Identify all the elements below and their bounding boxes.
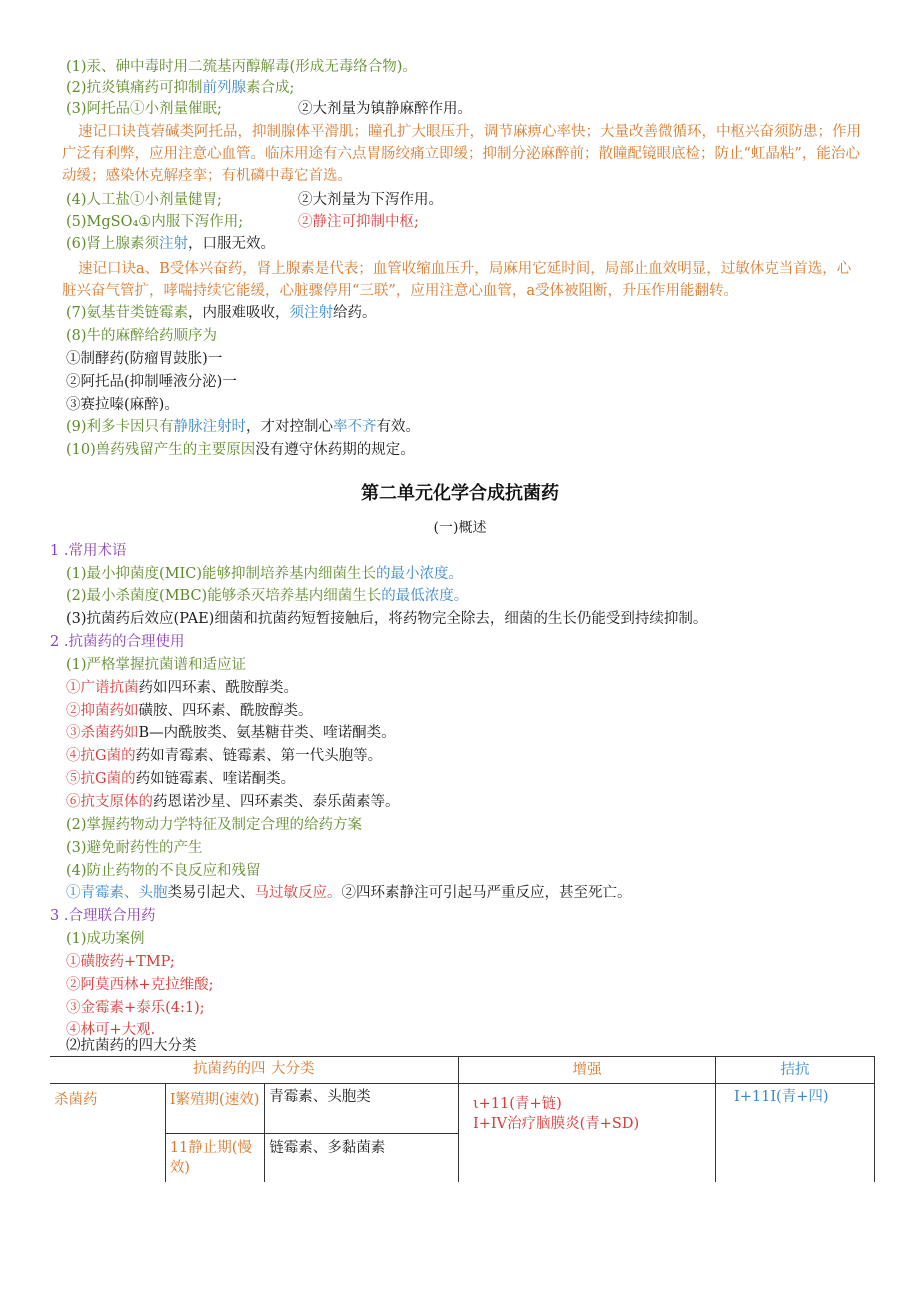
text: 青霉素、头胞类 [269,1089,371,1105]
highlight-iv: 静脉注射时 [173,419,247,435]
mnemonic-atropine: 速记口诀莨菪碱类阿托品，抑制腺体平滑肌；瞳孔扩大眼压升，调节麻痹心率快；大量改善微循环，中枢兴奋须防患；作用广泛有利弊，应用注意心血管。临床用途有六点胃肠绞痛立即缓；抑制分泌麻醉前；散瞳配镜眼底检；防止“虹晶粘”，能治心动缓；感染休克解痉挛；有机磷中毒它首选。 [62,124,861,184]
header-antagonize [716,1057,875,1084]
line-cattle-step1: ①制酵药(防瘤胃鼓胀)一 [66,351,223,367]
line-usage-3: (3)避免耐药性的产生 [66,840,203,856]
line-cattle-anesthesia: (8)牛的麻醉给药顺序为 [66,328,218,344]
text: (10)兽药残留产生的主要原因 [66,442,256,458]
line-class-6 [66,792,400,812]
text: 抗菌药的四 [193,1061,266,1077]
text: ②大剂量为镇静麻醉作用。 [298,101,472,117]
highlight: ①青霉素、头胞 [66,885,168,901]
line-mgso4 [66,212,419,232]
text: I+IV治疗脑膜炎(青+SD) [473,1116,640,1132]
text: I+11I(青+四) [734,1089,829,1105]
label: ⑥抗支原体的 [66,794,153,810]
text: ，内服难吸收， [188,305,290,321]
cell-drugs-2 [265,1134,459,1182]
line-mic [66,564,463,584]
text: (2)最小杀菌度(MBC)能够杀灭培养基内细菌生长 [66,588,382,604]
line-combo-1: (1)成功案例 [66,931,145,947]
cell-phase-2 [165,1134,264,1182]
header-class [50,1057,459,1084]
row-bactericide [50,1084,165,1182]
text: 链霉素、多黏菌素 [269,1140,386,1156]
text: (4)人工盐①小剂量健胃; [66,192,222,208]
highlight: 马过敏反应。 [254,885,342,901]
highlight-injection: 须注射 [289,305,334,321]
text: 药如四环素、酰胺醇类。 [138,680,298,696]
text: (5)MgSO₄①内服下泻作用; [66,214,244,230]
highlight-injection: 注射 [159,236,189,252]
line-nsaid [66,78,294,98]
text: (3)阿托品①小剂量催眠; [66,101,222,117]
header-enhance [459,1057,716,1084]
unit-title: 第二单元化学合成抗菌药 [361,483,559,504]
mnemonic-adrenaline: 速记口诀a、B受体兴奋药，肾上腺素是代表；血管收缩血压升，局麻用它延时间，局部止血效明显，过敏休克当首选，心脏兴奋气管扩，哮喘持续它能缓，心脏骤停用“三联”，应用注意心血管，a受体被阻断，升压作用能翻转。 [62,261,852,299]
text: 药如链霉素、喹诺酮类。 [135,771,296,787]
cell-enhance [459,1084,716,1182]
line-pae: (3)抗菌药后效应(PAE)细菌和抗菌药短暂接触后，将药物完全除去，细菌的生长仍能受到持续抑制。 [66,611,708,627]
line-aminoglycoside [66,303,377,323]
line-residue [66,440,415,460]
text: (1)最小抑菌度(MIC)能够抑制培养基内细菌生长 [66,566,377,582]
label: ⑤抗G菌的 [66,771,136,787]
highlight-prostaglandin: 前列腺 [202,80,247,96]
line-example-2: ②阿莫西林+克拉维酸; [66,977,214,993]
text: 没有遵守休药期的规定。 [255,442,415,458]
text: 拮抗 [780,1062,810,1078]
line-example-4: ④林可+大观. [66,1022,156,1038]
line-class-1 [66,678,298,698]
line-example-3: ③金霉素+泰乐(4:1); [66,1000,205,1016]
cell-antagonize [716,1084,875,1182]
line-adrenaline [66,234,275,254]
heading-usage: 2 .抗菌药的合理使用 [50,634,185,650]
label: ③杀菌药如 [66,725,139,741]
line-usage-1: (1)严格掌握抗菌谱和适应证 [66,657,247,673]
text: ②四环素静注可引起马严重反应，甚至死亡。 [341,885,632,901]
text: 增强 [572,1062,602,1078]
heading-terms: 1 .常用术语 [50,543,127,559]
text: (6)肾上腺素须 [66,236,160,252]
line-class-2 [66,701,313,721]
text: 磺胺、四环素、酰胺醇类。 [138,703,313,719]
text: 药如青霉素、链霉素、第一代头胞等。 [135,748,383,764]
label: ②抑菌药如 [66,703,139,719]
heading-combo: 3 .合理联合用药 [50,908,156,924]
line-mbc [66,586,468,606]
cell-drugs-1 [265,1084,459,1134]
line-atropine [66,99,472,119]
text: 药恩诺沙星、四环素类、泰乐菌素等。 [153,794,400,810]
line-reaction [66,883,632,903]
line-class-5 [66,769,295,789]
line-usage-2: (2)掌握药物动力学特征及制定合理的给药方案 [66,817,363,833]
line-class-4 [66,746,382,766]
label: ④抗G菌的 [66,748,136,764]
text: (7)氨基苷类链霉素 [66,305,189,321]
text: 素合成; [246,80,295,96]
line-lidocaine [66,417,420,437]
text: (9)利多卡因只有 [66,419,174,435]
text: 11静止期(慢效) [169,1140,252,1176]
highlight: 的最低浓度。 [381,588,469,604]
line-usage-4: (4)防止药物的不良反应和残留 [66,863,261,879]
line-class-3 [66,723,396,743]
cell-phase-1 [165,1084,264,1134]
highlight-arrhythmia: 率不齐 [333,419,377,435]
line-cattle-step2: ②阿托品(抑制唾液分泌)一 [66,374,237,390]
line-combo-2: ⑵抗菌药的四大分类 [66,1038,197,1054]
text: ，口服无效。 [188,236,276,252]
text: 给药。 [333,305,377,321]
text: ，才对控制心 [246,419,334,435]
text: (2)抗炎镇痛药可抑制 [66,80,203,96]
text: ②大剂量为下泻作用。 [298,192,443,208]
text: 类易引起犬、 [167,885,255,901]
label: ①广谱抗菌 [66,680,139,696]
unit-subtitle: (一)概述 [433,520,487,536]
line-artificial-salt [66,190,443,210]
text: ②静注可抑制中枢; [298,214,419,230]
line-cattle-step3: ③赛拉嗪(麻醉)。 [66,397,179,413]
text: 大分类 [271,1061,315,1077]
highlight: 的最小浓度。 [376,566,464,582]
antibacterial-table [50,1056,875,1182]
text: I繁殖期(速效) [169,1092,260,1108]
line-example-1: ①磺胺药+TMP; [66,954,175,970]
text: 有效。 [376,419,421,435]
text: ι+11(青+链) [473,1096,562,1112]
text: B—内酰胺类、氨基糖苷类、喹诺酮类。 [138,725,396,741]
text: 杀菌药 [54,1092,98,1108]
line-mercury-antidote: (1)汞、砷中毒时用二巯基丙醇解毒(形成无毒络合物)。 [66,59,417,75]
